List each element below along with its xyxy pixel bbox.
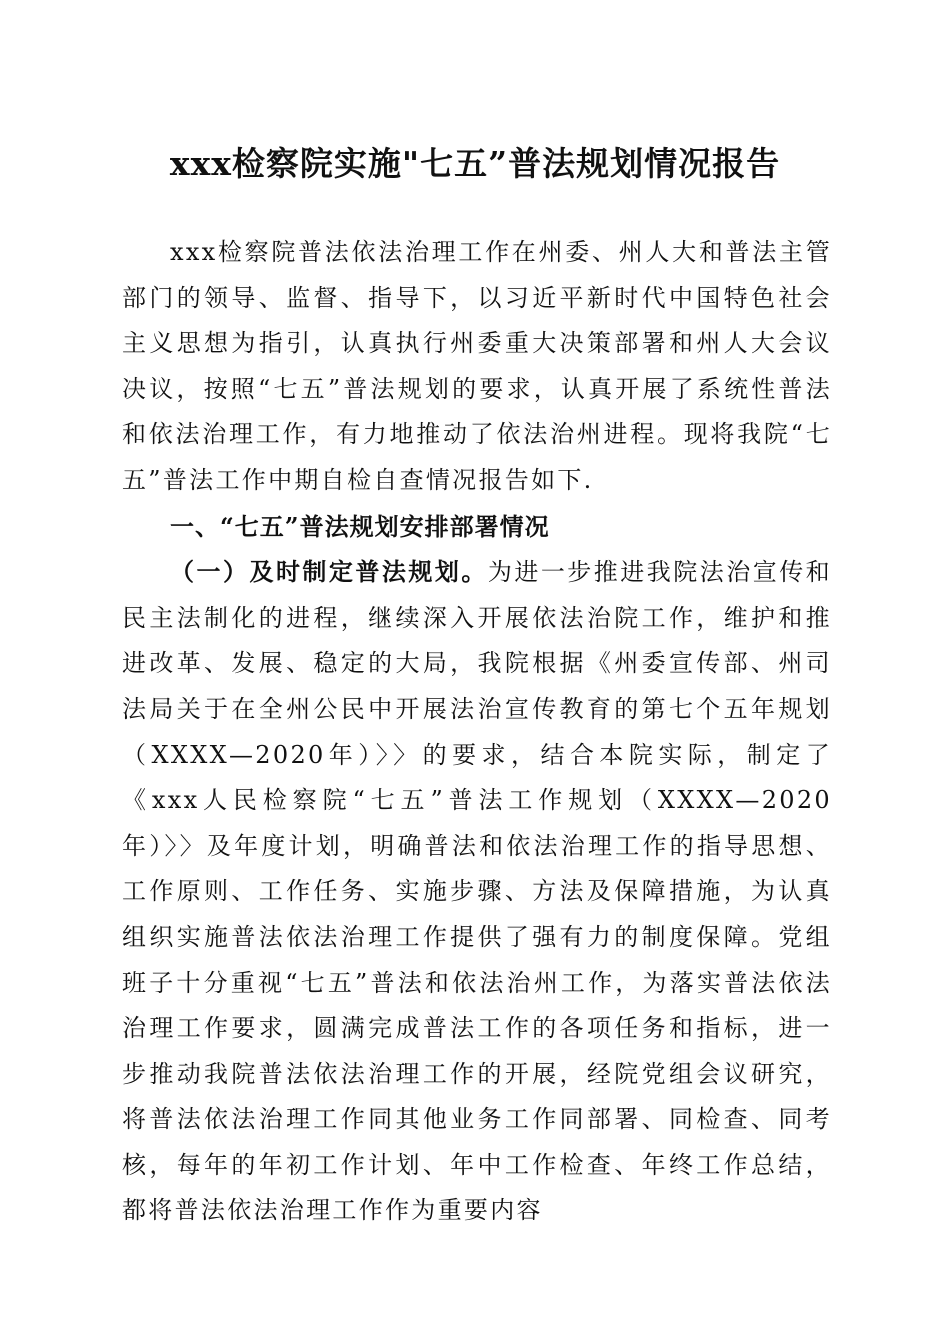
intro-paragraph: xxx检察院普法依法治理工作在州委、州人大和普法主管部门的领导、监督、指导下，以习近平新时代中国特色社会主义思想为指引，认真执行州委重大决策部署和州人大会议决议，按照“七五”普法规划的要求，认真开展了系统性普法和依法治理工作，有力地推动了依法治州进程。现将我院“七五”普法工作中期自检自查情况报告如下. — [122, 238, 832, 494]
section-paragraph — [122, 549, 832, 1234]
document-title: xxx检察院实施"七五”普法规划情况报告 — [169, 144, 781, 183]
item-text: 为进一步推进我院法治宣传和民主法制化的进程，继续深入开展依法治院工作，维护和推进改革、发展、稳定的大局，我院根据《州委宣传部、州司法局关于在全州公民中开展法治宣传教育的第七个五年规划（XXXX—2020年）〉〉的要求，结合本院实际，制定了《xxx人民检察院“七五”普法工作规划（XXXX—2020年）〉〉及年度计划，明确普法和依法治理工作的指导思想、工作原则、工作任务、实施步骤、方法及保障措施，为认真组织实施普法依法治理工作提供了强有力的制度保障。党组班子十分重视“七五”普法和依法治州工作，为落实普法依法治理工作要求，圆满完成普法工作的各项任务和指标，进一步推动我院普法依法治理工作的开展，经院党组会议研究，将普法依法治理工作同其他业务工作同部署、同检查、同考核，每年的年初工作计划、年中工作检查、年终工作总结，都将普法依法治理工作作为重要内容 — [122, 558, 832, 1225]
section-heading: 一、“七五”普法规划安排部署情况 — [170, 511, 550, 541]
item-lead: （一）及时制定普法规划。 — [170, 557, 488, 587]
document-body — [122, 230, 832, 1234]
